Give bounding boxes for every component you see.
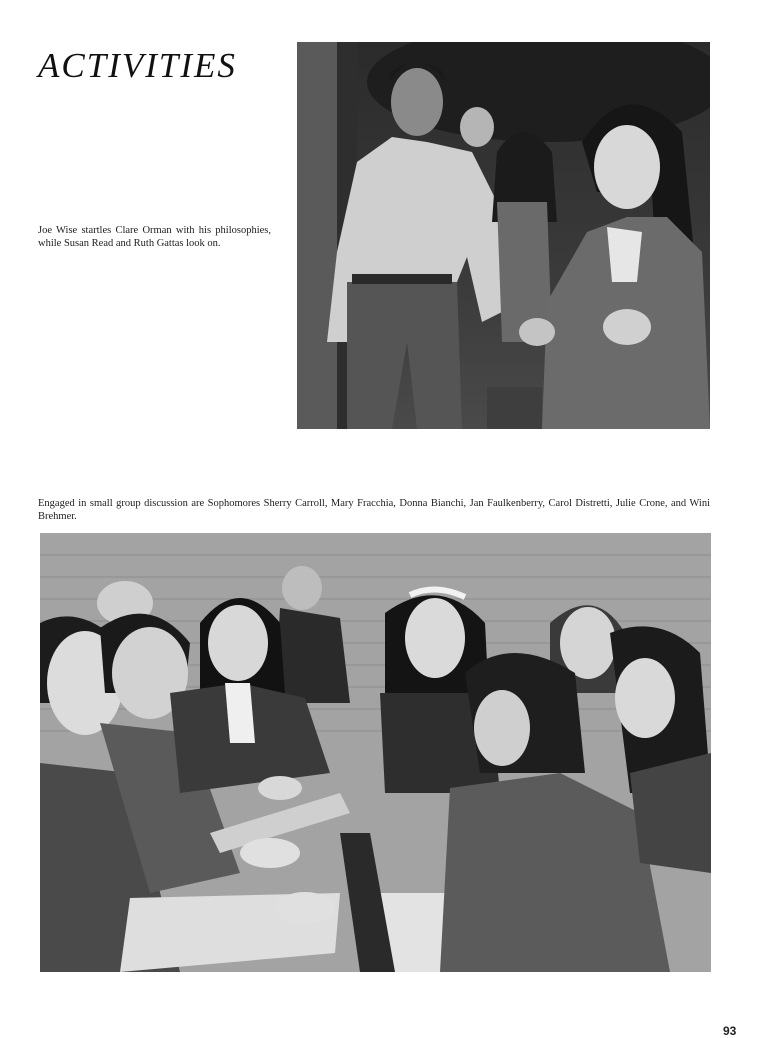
photo-caption-1: Joe Wise startles Clare Orman with his philosophies, while Susan Read and Ruth Gattas look on.	[38, 225, 271, 249]
page-number: 93	[723, 1024, 737, 1038]
photo-outdoor-group-image	[297, 42, 710, 429]
page-title: ACTIVITIES	[38, 46, 237, 85]
photo-caption-2: Engaged in small group discussion are Sophomores Sherry Carroll, Mary Fracchia, Donna Bianchi, Jan Faulkenberry, Carol Distretti, Julie Crone, and Wini Brehmer.	[38, 498, 710, 522]
photo-classroom-discussion	[40, 533, 711, 972]
photo-classroom-discussion-image	[40, 533, 711, 972]
photo-outdoor-group	[297, 42, 710, 429]
